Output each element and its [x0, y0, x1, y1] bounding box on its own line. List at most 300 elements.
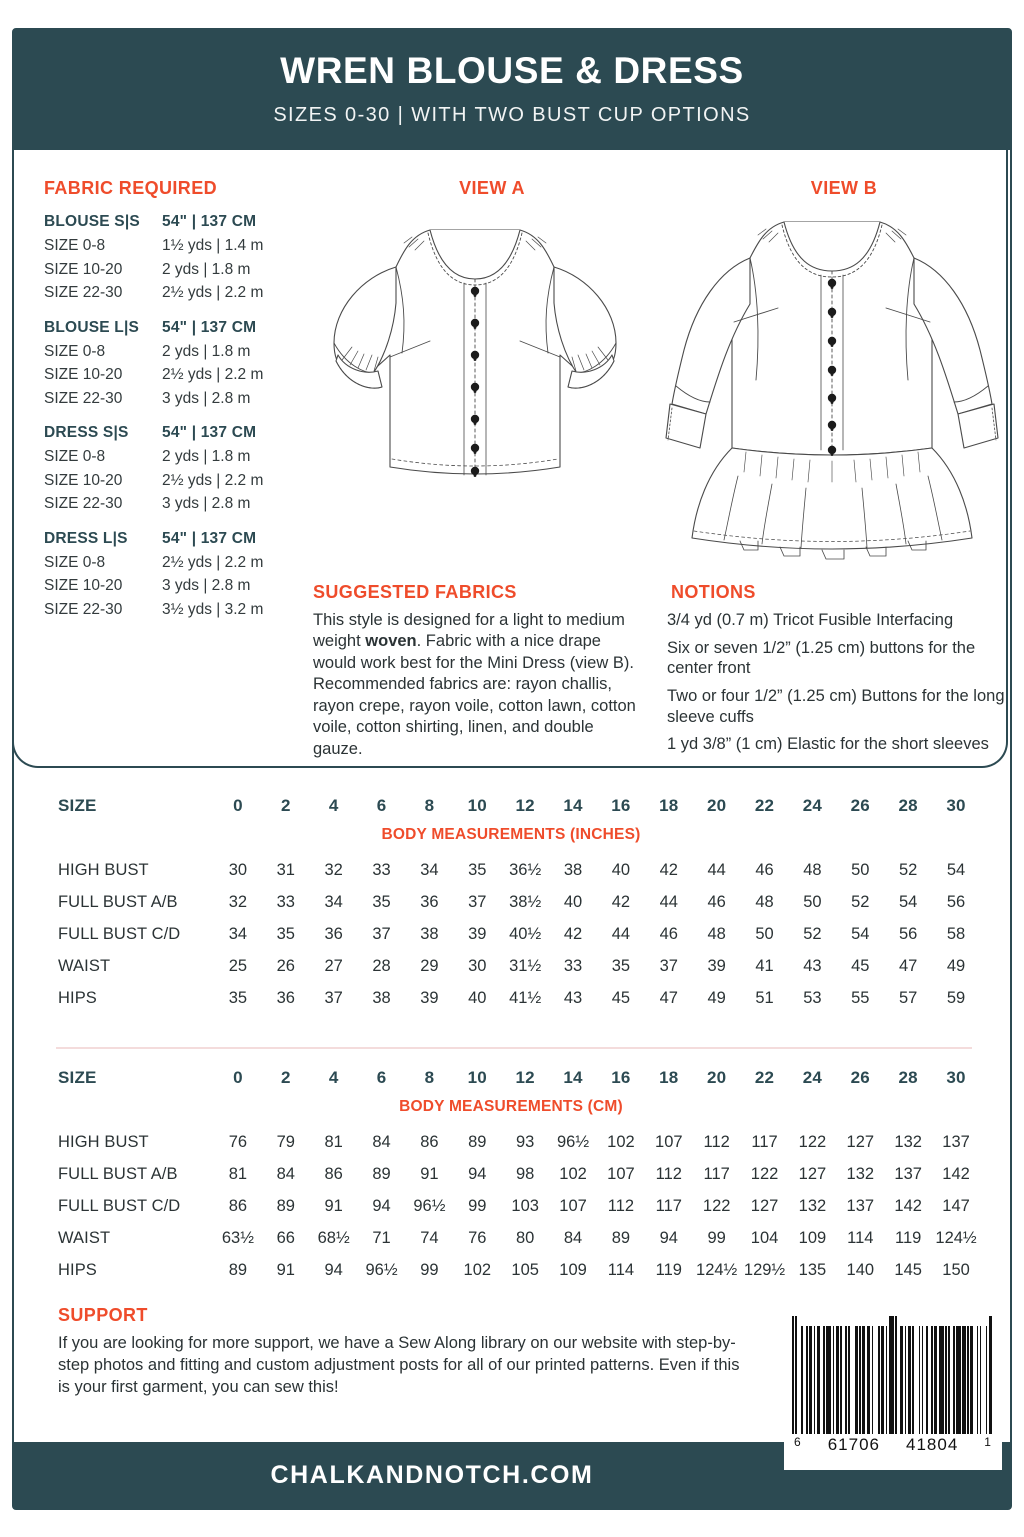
fabric-size-range: SIZE 10-20	[44, 260, 123, 278]
fabric-size-range: SIZE 10-20	[44, 471, 123, 489]
size-col-12: 12	[515, 1068, 535, 1087]
cell: 137	[894, 1164, 922, 1183]
fabric-size-range: SIZE 22-30	[44, 284, 123, 302]
cell: 91	[324, 1196, 343, 1215]
cell: 45	[851, 956, 870, 975]
fabric-row	[44, 445, 302, 469]
cell: 119	[895, 1228, 922, 1247]
table-row	[42, 982, 980, 1014]
cell: 39	[420, 988, 439, 1007]
size-col-22: 22	[754, 1068, 775, 1087]
cell: 49	[946, 956, 966, 975]
list-item: Two or four 1/2” (1.25 cm) Buttons for the long sleeve cuffs	[667, 686, 1005, 726]
size-col-2: 2	[280, 796, 291, 815]
row-label: WAIST	[58, 956, 111, 975]
cell: 76	[228, 1132, 248, 1151]
cell: 32	[228, 892, 248, 911]
table-row	[42, 950, 980, 982]
fabric-amount: 3 yds | 2.8 m	[162, 495, 251, 513]
fabric-group-name: BLOUSE S|S	[44, 213, 140, 230]
cell: 86	[420, 1132, 439, 1151]
cell: 46	[755, 860, 774, 879]
units-row	[42, 820, 980, 854]
cell: 40	[611, 860, 631, 879]
suggested-fabrics-section	[313, 582, 645, 760]
fabric-size-range: SIZE 22-30	[44, 495, 123, 513]
table-row	[42, 1126, 980, 1158]
units-label: BODY MEASUREMENTS (INCHES)	[381, 826, 641, 843]
table-header-row	[42, 1068, 980, 1092]
cell: 142	[942, 1164, 970, 1183]
cell: 39	[707, 956, 726, 975]
cell: 47	[899, 956, 918, 975]
cell: 37	[659, 956, 678, 975]
cell: 99	[468, 1196, 487, 1215]
cell: 30	[468, 956, 487, 975]
cell: 40	[468, 988, 487, 1007]
suggested-text-emphasis: woven	[365, 632, 417, 651]
cell: 107	[655, 1132, 683, 1151]
row-label: FULL BUST A/B	[58, 1164, 178, 1183]
cell: 76	[468, 1228, 487, 1247]
size-col-0: 0	[233, 1068, 243, 1087]
cell: 35	[372, 892, 391, 911]
fabric-row	[44, 492, 302, 516]
cell: 91	[420, 1164, 439, 1183]
barcode-left-digit: 6	[794, 1435, 802, 1449]
row-label: HIPS	[58, 1260, 97, 1279]
fabric-group-dress-ls	[44, 530, 302, 622]
row-label: HIGH BUST	[58, 860, 149, 879]
cell: 39	[468, 924, 487, 943]
cell: 25	[228, 956, 248, 975]
fabric-row	[44, 469, 302, 493]
fabric-group-name: DRESS S|S	[44, 424, 129, 442]
cell: 38	[372, 988, 391, 1007]
cell: 105	[511, 1260, 539, 1279]
cell: 127	[798, 1164, 827, 1183]
table-row	[42, 886, 980, 918]
cell: 47	[659, 988, 678, 1007]
list-item: Six or seven 1/2” (1.25 cm) buttons for the center front	[667, 638, 976, 678]
cell: 27	[324, 956, 343, 975]
cell: 37	[468, 892, 487, 911]
fabric-amount: 2 yds | 1.8 m	[162, 448, 251, 466]
cell: 68½	[317, 1228, 350, 1247]
cell: 63½	[221, 1228, 254, 1247]
view-a-illustration	[312, 205, 638, 510]
cell: 38	[563, 860, 583, 879]
cell: 89	[228, 1260, 248, 1279]
fabric-row	[44, 574, 302, 598]
fabric-group-width: 54" | 137 CM	[162, 213, 257, 230]
table-header-row	[42, 796, 980, 820]
cell: 33	[372, 860, 391, 879]
cell: 48	[803, 860, 822, 879]
table-row	[42, 1222, 980, 1254]
cell: 84	[276, 1164, 295, 1183]
fabric-amount: 2 yds | 1.8 m	[162, 260, 251, 278]
size-header: SIZE	[58, 796, 97, 815]
fabric-amount: 3 yds | 2.8 m	[162, 577, 251, 595]
cell: 142	[894, 1196, 922, 1215]
cell: 34	[420, 860, 439, 879]
page-title: WREN BLOUSE & DRESS	[280, 50, 744, 91]
cell: 109	[559, 1260, 587, 1279]
cell: 104	[750, 1228, 779, 1247]
cell: 37	[324, 988, 343, 1007]
size-col-8: 8	[424, 1068, 435, 1087]
size-col-10: 10	[467, 796, 487, 815]
suggested-fabrics-text	[313, 610, 645, 760]
size-col-8: 8	[424, 796, 435, 815]
fabric-group-dress-ss	[44, 424, 302, 516]
cell: 122	[702, 1196, 731, 1215]
fabric-amount: 2½ yds | 2.2 m	[162, 471, 264, 489]
size-col-18: 18	[659, 1068, 679, 1087]
cell: 71	[372, 1228, 391, 1247]
fabric-amount: 3 yds | 2.8 m	[162, 389, 251, 407]
cell: 38	[420, 924, 439, 943]
fabric-group-blouse-ss	[44, 213, 302, 305]
barcode-group-two: 41804	[906, 1435, 959, 1454]
cell: 31½	[509, 956, 542, 975]
table-row	[42, 918, 980, 950]
cell: 91	[276, 1260, 295, 1279]
fabric-group-blouse-ls	[44, 319, 302, 411]
measurements-cm-table	[14, 1068, 1010, 1286]
cell: 89	[276, 1196, 295, 1215]
barcode	[784, 1320, 1002, 1470]
cell: 36½	[509, 860, 542, 879]
cell: 124½	[696, 1260, 738, 1279]
cell: 52	[803, 924, 822, 943]
cell: 35	[276, 924, 295, 943]
size-col-20: 20	[707, 1068, 727, 1087]
view-a-label: VIEW A	[459, 178, 525, 198]
table-row	[42, 854, 980, 886]
size-col-6: 6	[376, 1068, 387, 1087]
cell: 129½	[743, 1260, 786, 1279]
cell: 34	[324, 892, 343, 911]
cell: 102	[559, 1164, 587, 1183]
cell: 28	[372, 956, 391, 975]
fabric-row	[44, 387, 302, 411]
row-label: FULL BUST C/D	[58, 1196, 181, 1215]
size-col-4: 4	[328, 1068, 339, 1087]
cell: 137	[846, 1196, 875, 1215]
size-col-14: 14	[563, 1068, 583, 1087]
fabric-group-header	[44, 530, 302, 548]
cell: 84	[372, 1132, 391, 1151]
cell: 132	[894, 1132, 922, 1151]
cell: 50	[755, 924, 774, 943]
fabric-size-range: SIZE 0-8	[44, 342, 106, 360]
cell: 147	[942, 1196, 970, 1215]
cell: 81	[324, 1132, 343, 1151]
fabric-row	[44, 363, 302, 387]
fabric-group-name: BLOUSE L|S	[44, 318, 140, 336]
cell: 94	[468, 1164, 487, 1183]
cell: 132	[798, 1196, 827, 1215]
cell: 45	[611, 988, 631, 1007]
fabric-amount: 2½ yds | 2.2 m	[162, 553, 264, 571]
cell: 94	[324, 1260, 343, 1279]
units-label: BODY MEASUREMENTS (CM)	[399, 1098, 623, 1115]
cell: 84	[563, 1228, 583, 1247]
cell: 55	[851, 988, 870, 1007]
cell: 102	[607, 1132, 635, 1151]
suggested-fabrics-heading: SUGGESTED FABRICS	[313, 582, 517, 602]
fabric-size-range: SIZE 0-8	[44, 237, 106, 254]
fabric-group-name: DRESS L|S	[44, 529, 128, 547]
page-subtitle: SIZES 0-30 | WITH TWO BUST CUP OPTIONS	[273, 103, 751, 126]
cell: 32	[324, 860, 343, 879]
cell: 43	[803, 956, 822, 975]
cell: 33	[563, 956, 583, 975]
table-row	[42, 1190, 980, 1222]
cell: 124½	[935, 1228, 977, 1247]
cell: 36	[324, 924, 343, 943]
fabric-amount: 2 yds | 1.8 m	[162, 342, 251, 360]
envelope-frame	[12, 28, 1012, 1510]
fabric-group-width: 54" | 137 CM	[162, 529, 257, 547]
cell: 127	[750, 1196, 779, 1215]
size-col-10: 10	[467, 1068, 487, 1087]
cell: 57	[899, 988, 918, 1007]
cell: 42	[563, 924, 583, 943]
cell: 42	[659, 860, 678, 879]
cell: 51	[755, 988, 774, 1007]
row-label: HIGH BUST	[58, 1132, 149, 1151]
cell: 96½	[413, 1196, 446, 1215]
cell: 94	[372, 1196, 391, 1215]
cell: 30	[228, 860, 248, 879]
size-col-24: 24	[802, 796, 823, 815]
suggested-text-before: This style is designed for a light to medium weight	[313, 611, 625, 651]
cell: 44	[659, 892, 678, 911]
table-row	[42, 1254, 980, 1286]
size-col-24: 24	[802, 1068, 823, 1087]
size-col-0: 0	[233, 796, 243, 815]
cell: 38½	[509, 892, 542, 911]
barcode-digits	[792, 1434, 994, 1455]
fabric-amount: 2½ yds | 2.2 m	[162, 284, 264, 302]
cell: 89	[611, 1228, 631, 1247]
cell: 112	[607, 1196, 635, 1215]
size-col-26: 26	[850, 796, 870, 815]
cell: 112	[703, 1132, 730, 1151]
cell: 94	[659, 1228, 678, 1247]
cell: 137	[942, 1132, 970, 1151]
size-col-6: 6	[376, 796, 387, 815]
cell: 117	[655, 1196, 682, 1215]
cell: 48	[707, 924, 726, 943]
size-col-16: 16	[611, 796, 631, 815]
notions-heading: NOTIONS	[671, 582, 756, 602]
cell: 119	[655, 1260, 682, 1279]
cell: 117	[751, 1132, 778, 1151]
fabric-amount: 3½ yds | 3.2 m	[162, 601, 264, 619]
fabric-size-range: SIZE 0-8	[44, 553, 106, 571]
table-divider	[56, 1047, 972, 1049]
cell: 35	[228, 988, 248, 1007]
notions-section	[667, 582, 1007, 762]
row-label: HIPS	[58, 988, 97, 1007]
fabric-amount: 1½ yds | 1.4 m	[162, 237, 264, 254]
size-col-30: 30	[946, 1068, 966, 1087]
cell: 89	[372, 1164, 391, 1183]
cell: 56	[946, 892, 966, 911]
fabric-group-width: 54" | 137 CM	[162, 318, 257, 336]
cell: 42	[611, 892, 631, 911]
cell: 40	[563, 892, 583, 911]
table-row	[42, 1158, 980, 1190]
cell: 43	[563, 988, 583, 1007]
cell: 107	[607, 1164, 635, 1183]
size-col-28: 28	[898, 796, 918, 815]
cell: 59	[946, 988, 966, 1007]
fabric-row	[44, 281, 302, 305]
size-col-30: 30	[946, 796, 966, 815]
suggested-text-after: . Fabric with a nice drape would work best for the Mini Dress (view B). Recommended fabrics are: rayon challis, rayon crepe, rayon voile, cotton lawn, cotton voile, cotton shirting, linen, and double gauze.	[313, 632, 636, 758]
cell: 36	[276, 988, 295, 1007]
cell: 26	[276, 956, 295, 975]
size-col-14: 14	[563, 796, 583, 815]
fabric-size-range: SIZE 22-30	[44, 601, 123, 619]
measurements-inches-table	[14, 796, 1010, 1014]
size-col-2: 2	[280, 1068, 291, 1087]
list-item: 1 yd 3/8” (1 cm) Elastic for the short sleeves	[667, 735, 989, 754]
cell: 53	[803, 988, 822, 1007]
cell: 44	[707, 860, 726, 879]
barcode-bars	[792, 1326, 994, 1434]
fabric-row	[44, 551, 302, 575]
cell: 36	[420, 892, 439, 911]
cell: 54	[851, 924, 870, 943]
cell: 96½	[557, 1132, 590, 1151]
size-col-18: 18	[659, 796, 679, 815]
cell: 150	[942, 1260, 970, 1279]
cell: 35	[611, 956, 631, 975]
cell: 109	[798, 1228, 827, 1247]
row-label: FULL BUST A/B	[58, 892, 178, 911]
cell: 127	[846, 1132, 875, 1151]
cell: 114	[847, 1228, 874, 1247]
size-header: SIZE	[58, 1068, 97, 1087]
cell: 41½	[509, 988, 542, 1007]
fabric-required-heading: FABRIC REQUIRED	[44, 178, 218, 198]
view-b-label: VIEW B	[810, 178, 878, 198]
header-band	[14, 30, 1010, 150]
cell: 34	[228, 924, 248, 943]
list-item: 3/4 yd (0.7 m) Tricot Fusible Interfacing	[667, 611, 954, 629]
size-col-20: 20	[707, 796, 727, 815]
upper-info-card	[12, 150, 1008, 768]
cell: 145	[894, 1260, 922, 1279]
barcode-right-digit: 1	[984, 1435, 992, 1449]
cell: 49	[707, 988, 726, 1007]
cell: 122	[750, 1164, 779, 1183]
cell: 140	[846, 1260, 875, 1279]
fabric-size-range: SIZE 22-30	[44, 389, 123, 407]
fabric-group-header	[44, 213, 302, 231]
cell: 112	[655, 1164, 682, 1183]
cell: 81	[228, 1164, 248, 1183]
cell: 114	[607, 1260, 635, 1279]
cell: 46	[707, 892, 726, 911]
cell: 58	[946, 924, 966, 943]
cell: 99	[420, 1260, 439, 1279]
fabric-group-header	[44, 319, 302, 337]
size-col-4: 4	[328, 796, 339, 815]
cell: 79	[276, 1132, 295, 1151]
cell: 52	[899, 860, 918, 879]
cell: 50	[803, 892, 822, 911]
cell: 31	[276, 860, 295, 879]
cell: 93	[516, 1132, 535, 1151]
size-col-28: 28	[898, 1068, 918, 1087]
fabric-required-section	[44, 178, 302, 622]
size-col-16: 16	[611, 1068, 631, 1087]
cell: 44	[611, 924, 631, 943]
cell: 37	[372, 924, 391, 943]
fabric-amount: 2½ yds | 2.2 m	[162, 366, 264, 384]
cell: 29	[420, 956, 439, 975]
cell: 50	[851, 860, 870, 879]
cell: 86	[228, 1196, 248, 1215]
size-col-22: 22	[754, 796, 775, 815]
fabric-size-range: SIZE 10-20	[44, 577, 123, 595]
fabric-row	[44, 258, 302, 282]
size-col-12: 12	[515, 796, 535, 815]
cell: 117	[703, 1164, 730, 1183]
row-label: FULL BUST C/D	[58, 924, 181, 943]
fabric-row	[44, 234, 302, 258]
support-section	[58, 1305, 748, 1398]
cell: 135	[798, 1260, 827, 1279]
fabric-group-width: 54" | 137 CM	[162, 424, 257, 442]
cell: 52	[851, 892, 870, 911]
cell: 102	[463, 1260, 492, 1279]
cell: 96½	[365, 1260, 398, 1279]
cell: 99	[707, 1228, 726, 1247]
support-heading: SUPPORT	[58, 1305, 148, 1325]
cell: 80	[516, 1228, 535, 1247]
cell: 40½	[509, 924, 542, 943]
cell: 54	[946, 860, 966, 879]
website-url: CHALKANDNOTCH.COM	[270, 1460, 594, 1489]
cell: 33	[276, 892, 295, 911]
cell: 48	[755, 892, 774, 911]
notions-list	[667, 610, 1007, 755]
cell: 103	[511, 1196, 539, 1215]
cell: 89	[468, 1132, 487, 1151]
cell: 122	[798, 1132, 827, 1151]
cell: 66	[276, 1228, 295, 1247]
fabric-row	[44, 598, 302, 622]
fabric-group-header	[44, 424, 302, 442]
row-label: WAIST	[58, 1228, 111, 1247]
cell: 74	[420, 1228, 439, 1247]
cell: 41	[755, 956, 774, 975]
units-row	[42, 1092, 980, 1126]
barcode-group-one: 61706	[827, 1435, 880, 1454]
cell: 107	[559, 1196, 587, 1215]
support-text: If you are looking for more support, we have a Sew Along library on our website with step-by-step photos and fitting and custom adjustment posts for all of our printed patterns. Even if this is your first garment, you can sew this!	[58, 1334, 740, 1396]
cell: 35	[468, 860, 487, 879]
cell: 98	[516, 1164, 535, 1183]
